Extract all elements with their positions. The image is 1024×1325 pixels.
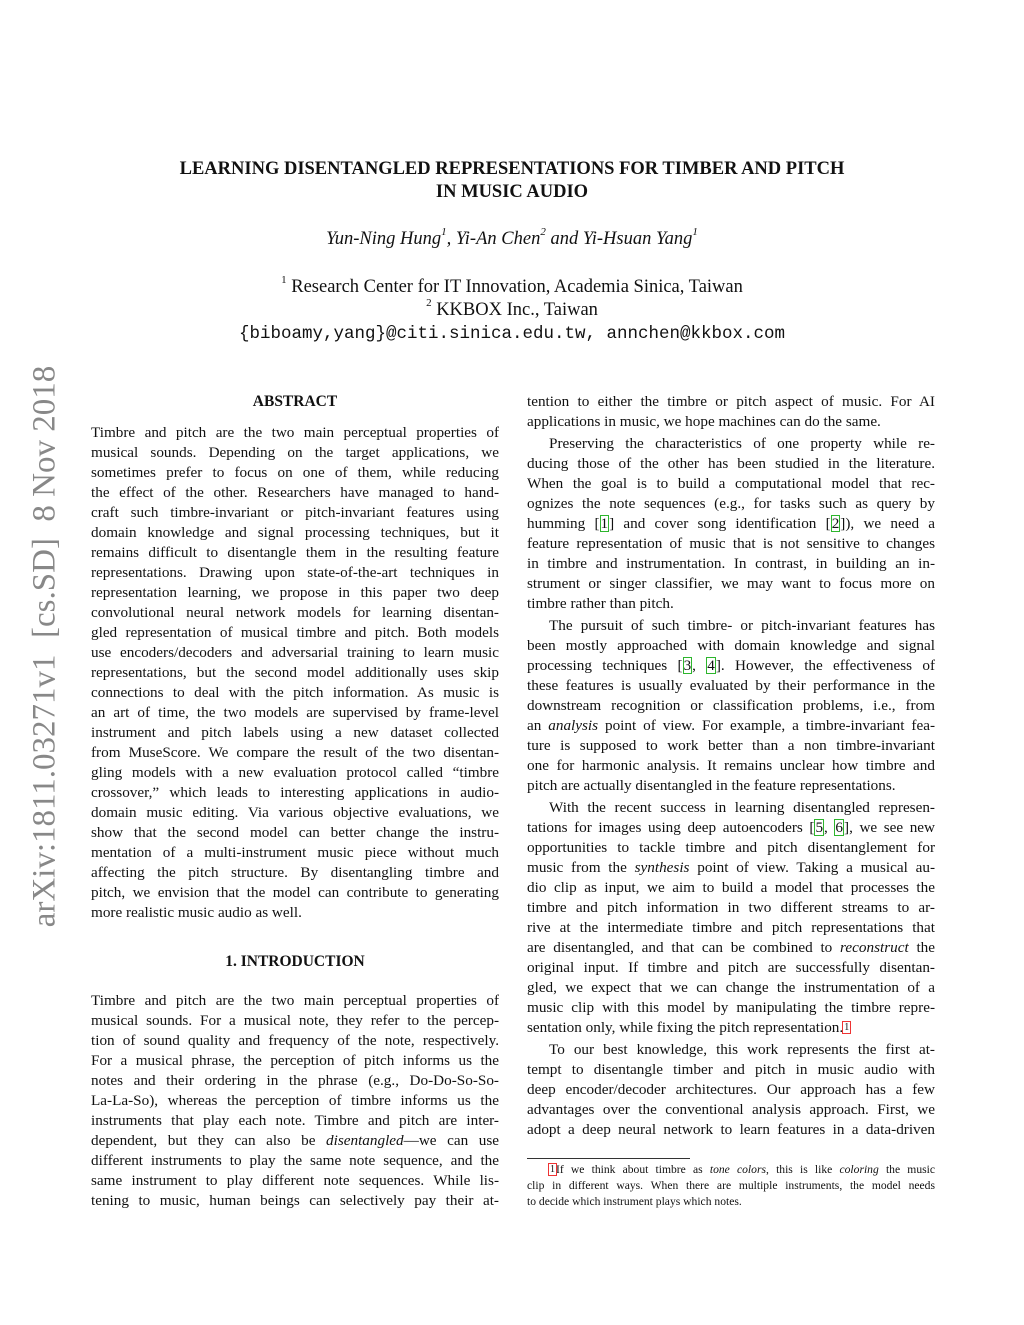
text-line: musical sounds. For a musical note, they refer to the percep-: [91, 1012, 499, 1029]
citation-link[interactable]: 2: [831, 515, 840, 532]
text-line: remains difficult to disentangle them in the resulting feature: [91, 544, 499, 561]
text-line: rive at the intermediate timbre and pitch representations that: [527, 919, 935, 936]
text-line: feature representation of music that is not sensitive to changes: [527, 535, 935, 552]
citation-link[interactable]: 1: [600, 515, 609, 532]
text-line: musical sounds. Depending on the target applications, we: [91, 444, 499, 461]
text-line: The pursuit of such timbre- or pitch-invariant features has: [549, 617, 935, 634]
affiliation-mark: 2: [540, 226, 546, 238]
paragraph: [527, 1040, 935, 1140]
author-name: and Yi-Hsuan Yang: [545, 229, 693, 249]
text-line: representations, but the second model additionally uses skip: [91, 664, 499, 681]
text-line: notes and their ordering in the phrase (e.g., Do-Do-So-So-: [91, 1072, 499, 1089]
text-line: timbre rather than pitch.: [527, 595, 674, 612]
affiliation-text: KKBOX Inc., Taiwan: [431, 300, 598, 320]
text-line: original input. If timbre and pitch are successfully disentan-: [527, 959, 935, 976]
text-line: To our best knowledge, this work represents the first at-: [549, 1041, 935, 1058]
text-line: instruments that play each note. Timbre and pitch are inter-: [91, 1112, 499, 1129]
emphasis: disentangled: [326, 1132, 404, 1149]
text-line: Preserving the characteristics of one property while re-: [549, 435, 935, 452]
text-line: For a musical phrase, the perception of pitch informs us the: [91, 1052, 499, 1069]
text-line: same instrument to play different note sequences. While lis-: [91, 1172, 499, 1189]
text-line: domain knowledge and signal processing techniques, but it: [91, 524, 499, 541]
paragraph: [527, 434, 935, 614]
text-line: advantages over the conventional analysis approach. First, we: [527, 1101, 935, 1118]
text-line: processing techniques [3, 4]. However, the effectiveness of: [527, 657, 935, 674]
text-line: tempt to disentangle timber and pitch in music audio with: [527, 1061, 935, 1078]
text-line: music from the synthesis point of view. Taking a musical au-: [527, 859, 935, 876]
text-line: applications in music, we hope machines can do the same.: [527, 413, 881, 430]
text-line: tention to either the timbre or pitch aspect of music. For AI: [527, 393, 935, 410]
text-line: adopt a deep neural network to learn features in a data-driven: [527, 1121, 935, 1138]
emphasis: synthesis: [634, 859, 690, 876]
text-line: sentation only, while fixing the pitch representation.$^1$: [527, 1019, 850, 1036]
text-line: Timbre and pitch are the two main perceptual properties of: [91, 992, 499, 1009]
introduction-paragraph: [91, 991, 499, 1211]
text-line: ducing those of the other has been studied in the literature.: [527, 455, 935, 472]
text-line: instrument and pitch labels using a new dataset collected: [91, 724, 499, 741]
affiliation-text: Research Center for IT Innovation, Academia Sinica, Taiwan: [286, 277, 743, 297]
text-line: strument or singer classifier, we may want to focus more on: [527, 575, 935, 592]
author-name: , Yi-An Chen: [446, 229, 541, 249]
citation-link[interactable]: 5: [815, 819, 824, 836]
text-line: music clip with this model by manipulating the timbre repre-: [527, 999, 935, 1016]
text-line: in timbre and instrumentation. In contrast, in building an in-: [527, 555, 935, 572]
text-line: an analysis point of view. For example, a timbre-invariant fea-: [527, 717, 935, 734]
affiliation-mark: 1: [281, 274, 287, 286]
text-line: Timbre and pitch are the two main perceptual properties of: [91, 424, 499, 441]
text-line: an art of time, the two models are supervised by frame-level: [91, 704, 499, 721]
text-line: different instruments to play the same note sequence, and the: [91, 1152, 499, 1169]
text-line: connections to deal with the pitch information. As music is: [91, 684, 499, 701]
text-line: dependent, but they can also be disentangled—we can use: [91, 1132, 499, 1149]
text-line: are disentangled, and that can be combined to reconstruct the: [527, 939, 935, 956]
citation-link[interactable]: 6: [835, 819, 844, 836]
text-line: mentation of a multi-instrument music piece without much: [91, 844, 499, 861]
text-line: these features is usually evaluated by their performance in the: [527, 677, 935, 694]
paragraph: [527, 616, 935, 796]
citation-link[interactable]: 4: [707, 657, 715, 674]
paragraph: [527, 392, 935, 432]
text-line: to decide which instrument plays which notes.: [527, 1195, 742, 1208]
text-line: timbre and pitch information in two different streams to ar-: [527, 899, 935, 916]
text-line: been mostly approached with domain knowledge and signal: [527, 637, 935, 654]
text-line: tion of sound quality and frequency of the note, respectively.: [91, 1032, 499, 1049]
text-line: With the recent success in learning disentangled represen-: [549, 799, 935, 816]
text-line: domain music editing. Via various objective evaluations, we: [91, 804, 499, 821]
text-line: 1If we think about timbre as tone colors, this is like coloring the music: [550, 1163, 935, 1176]
text-line: humming [1] and cover song identification [2]), we need a: [527, 515, 935, 532]
text-line: show that the second model can better change the instru-: [91, 824, 499, 841]
author-emails: {biboamy,yang}@citi.sinica.edu.tw, annchen@kkbox.com: [238, 324, 786, 344]
text-line: tening to music, human beings can selectively pay their at-: [91, 1192, 499, 1209]
text-line: ognizes the note sequences (e.g., for tasks such as query by: [527, 495, 935, 512]
footnote: [527, 1162, 935, 1210]
text-line: deep encoder/decoder architectures. Our approach has a few: [527, 1081, 935, 1098]
paper-title: [0, 158, 1024, 204]
text-line: clip in different ways. When there are multiple instruments, the model needs: [527, 1179, 935, 1192]
footnote-rule: [527, 1158, 690, 1159]
footnote-link[interactable]: 1: [550, 1164, 555, 1175]
affiliation-mark: 1: [692, 226, 698, 238]
title-line: LEARNING DISENTANGLED REPRESENTATIONS FOR TIMBER AND PITCH: [179, 159, 845, 179]
arxiv-identifier: arXiv:1811.03271v1 [cs.SD] 8 Nov 2018: [26, 365, 63, 928]
text-line: the effect of the other. Researchers have managed to hand-: [91, 484, 499, 501]
text-line: affecting the pitch structure. By disentangling timbre and: [91, 864, 499, 881]
affiliation-2: [0, 297, 1024, 321]
text-line: pitch, we envision that the model can contribute to generating: [91, 884, 499, 901]
authors: [0, 226, 1024, 250]
text-line: crossover,” which leads to interesting applications in audio-: [91, 784, 499, 801]
text-line: gled, we expect that we can change the instrumentation of a: [527, 979, 935, 996]
text-line: downstream recognition or classification problems, i.e., from: [527, 697, 935, 714]
text-line: representations. Drawing upon state-of-the-art techniques in: [91, 564, 499, 581]
title-line: IN MUSIC AUDIO: [435, 182, 589, 202]
text-line: sometimes prefer to focus on one of them, while reducing: [91, 464, 499, 481]
text-line: opportunities to tackle timbre and pitch disentanglement for: [527, 839, 935, 856]
text-line: When the goal is to build a computational model that rec-: [527, 475, 935, 492]
text-line: one for harmonic analysis. It remains unclear how timbre and: [527, 757, 935, 774]
abstract-body: [91, 423, 499, 923]
text-line: use encoders/decoders and adversarial training to learn music: [91, 644, 499, 661]
text-line: representation learning, we propose in this paper two deep: [91, 584, 499, 601]
affiliation-mark: 1: [441, 226, 447, 238]
emphasis: analysis: [548, 717, 599, 734]
text-line: tations for images using deep autoencoders [5, 6], we see new: [527, 819, 935, 836]
emphasis: reconstruct: [840, 939, 909, 956]
text-line: more realistic music audio as well.: [91, 904, 302, 921]
citation-link[interactable]: 3: [683, 657, 692, 674]
affiliation-1: [0, 274, 1024, 298]
text-line: dio clip as input, we aim to build a model that processes the: [527, 879, 935, 896]
abstract-heading: ABSTRACT: [252, 393, 338, 410]
text-line: from MuseScore. We compare the result of the two disentan-: [91, 744, 499, 761]
text-line: gling models with a new evaluation protocol called “timbre: [91, 764, 499, 781]
text-line: La-La-So), whereas the perception of timbre informs us the: [91, 1092, 499, 1109]
text-line: pitch are actually disentangled in the feature representations.: [527, 777, 896, 794]
footnote-link[interactable]: 1: [844, 1022, 850, 1033]
text-line: gled representation of musical timbre and pitch. Both models: [91, 624, 499, 641]
text-line: craft such timbre-invariant or pitch-invariant features using: [91, 504, 499, 521]
affiliation-mark: 2: [426, 297, 432, 309]
emphasis: coloring: [839, 1163, 879, 1176]
paragraph: [527, 798, 935, 1038]
text-line: convolutional neural network models for learning disentan-: [91, 604, 499, 621]
author-name: Yun-Ning Hung: [326, 229, 442, 249]
emphasis: tone colors: [709, 1163, 766, 1176]
introduction-heading: 1. INTRODUCTION: [225, 953, 365, 970]
text-line: ture is supposed to work better than a non timbre-invariant: [527, 737, 935, 754]
